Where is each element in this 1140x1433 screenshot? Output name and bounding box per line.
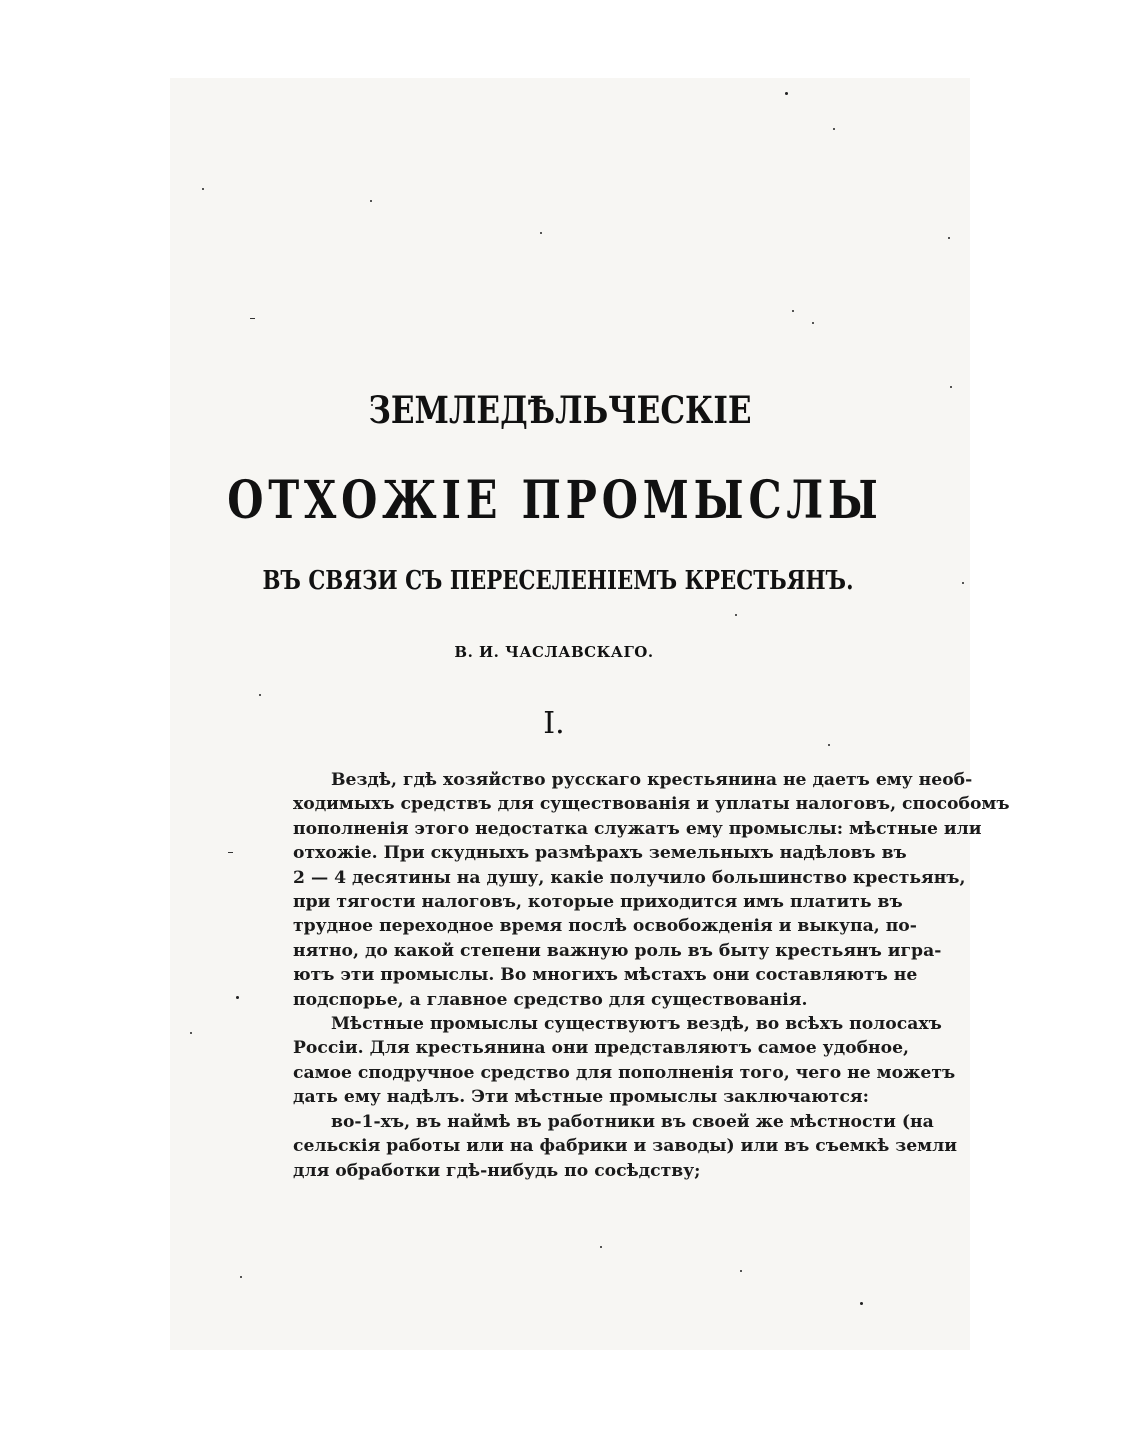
author-name: В. И. ЧАСЛАВСКАГО. bbox=[454, 643, 654, 661]
scan-speck bbox=[240, 1276, 242, 1278]
paragraph-2 bbox=[255, 1012, 956, 1110]
scan-speck bbox=[228, 852, 233, 853]
scan-speck bbox=[740, 1270, 742, 1272]
text-line: нятно, до какой степени важную роль въ быту крестьянъ игра- bbox=[293, 940, 942, 961]
text-line: во-1-хъ, въ наймѣ въ работники въ своей же мѣстности (на bbox=[331, 1111, 934, 1132]
section-number: I. bbox=[543, 706, 565, 741]
scan-speck bbox=[792, 310, 794, 312]
text-line: пополненія этого недостатка служатъ ему промыслы: мѣстные или bbox=[293, 818, 982, 839]
scan-speck bbox=[735, 614, 737, 616]
title-line-2: ОТХОЖІЕ ПРОМЫСЛЫ bbox=[227, 470, 883, 531]
text-line: трудное переходное время послѣ освобожденія и выкупа, по- bbox=[293, 916, 917, 937]
text-line: ютъ эти промыслы. Во многихъ мѣстахъ они составляютъ не bbox=[293, 965, 918, 986]
text-line: отхожіе. При скудныхъ размѣрахъ земельныхъ надѣловъ въ bbox=[293, 843, 907, 864]
text-line: для обработки гдѣ-нибудь по сосѣдству; bbox=[293, 1160, 701, 1181]
scan-speck bbox=[202, 188, 204, 190]
text-line: Вездѣ, гдѣ хозяйство русскаго крестьянина не даетъ ему необ- bbox=[331, 770, 973, 790]
scan-speck bbox=[860, 1302, 863, 1305]
scan-speck bbox=[259, 694, 261, 696]
text-line: ходимыхъ средствъ для существованія и уплаты налоговъ, способомъ bbox=[293, 794, 1010, 815]
scan-speck bbox=[600, 1246, 602, 1248]
text-line: при тягости налоговъ, которые приходится имъ платить въ bbox=[293, 892, 903, 913]
scan-speck bbox=[828, 744, 830, 746]
scan-speck bbox=[785, 92, 788, 95]
paragraph-3 bbox=[255, 1110, 957, 1183]
scan-speck bbox=[812, 322, 814, 324]
scan-speck bbox=[833, 128, 835, 130]
scan-speck bbox=[250, 318, 255, 319]
scan-speck bbox=[540, 232, 542, 234]
scan-speck bbox=[370, 200, 372, 202]
body-text bbox=[255, 768, 1010, 1183]
text-line: 2 — 4 десятины на душу, какіе получило большинство крестьянъ, bbox=[293, 867, 966, 888]
text-line: Мѣстные промыслы существуютъ вездѣ, во всѣхъ полосахъ bbox=[331, 1014, 942, 1035]
text-line: Россіи. Для крестьянина они представляютъ самое удобное, bbox=[293, 1038, 909, 1059]
scan-speck bbox=[236, 996, 239, 999]
scan-speck bbox=[190, 1032, 192, 1034]
text-line: сельскія работы или на фабрики и заводы) или въ съемкѣ земли bbox=[293, 1136, 957, 1157]
title-line-1: ЗЕМЛЕДѢЛЬЧЕСКІЕ bbox=[368, 388, 752, 432]
scan-speck bbox=[948, 237, 950, 239]
text-line: дать ему надѣлъ. Эти мѣстные промыслы заключаются: bbox=[293, 1087, 869, 1108]
paragraph-1 bbox=[255, 768, 1010, 1012]
title-line-3: ВЪ СВЯЗИ СЪ ПЕРЕСЕЛЕНІЕМЪ КРЕСТЬЯНЪ. bbox=[262, 566, 854, 596]
text-line: подспорье, а главное средство для существованія. bbox=[293, 989, 808, 1010]
text-line: самое сподручное средство для пополненія того, чего не можетъ bbox=[293, 1062, 956, 1083]
